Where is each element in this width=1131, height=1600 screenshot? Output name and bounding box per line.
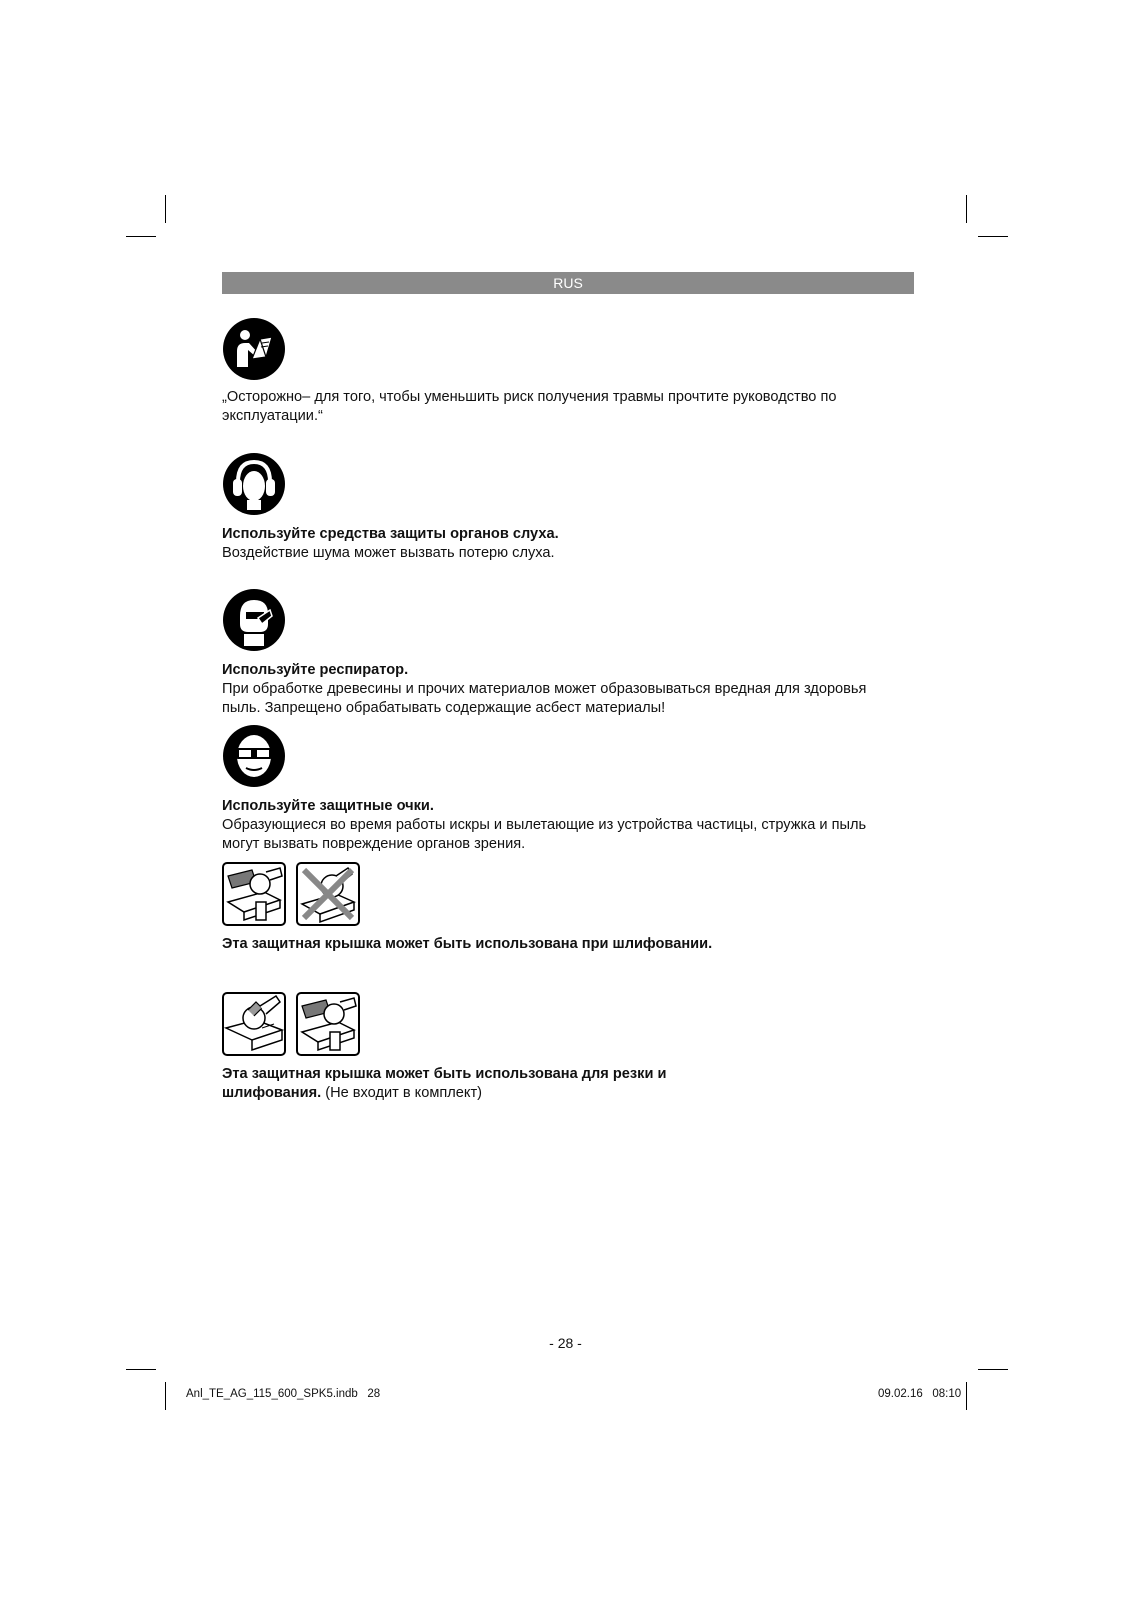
read-manual-icon bbox=[222, 317, 286, 381]
section-heading: Эта защитная крышка может быть использована при шлифовании. bbox=[222, 936, 713, 952]
section-heading: Используйте защитные очки. bbox=[222, 798, 434, 814]
section-text bbox=[222, 935, 902, 954]
crop-mark bbox=[165, 1382, 166, 1410]
crop-mark bbox=[126, 236, 156, 237]
section-heading: Используйте респиратор. bbox=[222, 662, 409, 678]
ear-protection-icon bbox=[222, 452, 286, 516]
crop-mark bbox=[126, 1369, 156, 1370]
section-body: Воздействие шума может вызвать потерю слуха. bbox=[222, 545, 555, 561]
language-bar: RUS bbox=[222, 272, 914, 294]
crop-mark bbox=[966, 195, 967, 223]
section-body: Образующиеся во время работы искры и вылетающие из устройства частицы, стружка и пыль могут вызвать повреждение органов зрения. bbox=[222, 817, 867, 852]
crop-mark bbox=[978, 236, 1008, 237]
grinding-guard-icon bbox=[222, 862, 286, 926]
section-text bbox=[222, 388, 902, 426]
cutting-disc-prohibited-icon bbox=[296, 862, 360, 926]
section-text bbox=[222, 661, 902, 718]
section-body: (Не входит в комплект) bbox=[325, 1085, 483, 1101]
cutting-guard-icon bbox=[222, 992, 286, 1056]
timestamp: 09.02.16 08:10 bbox=[878, 1388, 962, 1400]
crop-mark bbox=[966, 1382, 967, 1410]
crop-mark bbox=[165, 195, 166, 223]
section-heading: Эта защитная крышка может быть использована для резки и шлифования. bbox=[222, 1066, 667, 1101]
section-text bbox=[222, 525, 902, 563]
file-name: Anl_TE_AG_115_600_SPK5.indb 28 bbox=[186, 1388, 381, 1400]
crop-mark bbox=[978, 1369, 1008, 1370]
section-body: „Осторожно– для того, чтобы уменьшить риск получения травмы прочтите руководство по эксплуатации.“ bbox=[222, 389, 837, 424]
section-text bbox=[222, 1065, 702, 1103]
respirator-icon bbox=[222, 588, 286, 652]
section-body: При обработке древесины и прочих материалов может образовываться вредная для здоровья пыль. Запрещено обрабатывать содержащие асбест материалы! bbox=[222, 681, 867, 716]
grinding-guard-icon bbox=[296, 992, 360, 1056]
page-number: - 28 - bbox=[549, 1335, 582, 1351]
safety-goggles-icon bbox=[222, 724, 286, 788]
section-text bbox=[222, 797, 902, 854]
section-heading: Используйте средства защиты органов слуха. bbox=[222, 526, 559, 542]
